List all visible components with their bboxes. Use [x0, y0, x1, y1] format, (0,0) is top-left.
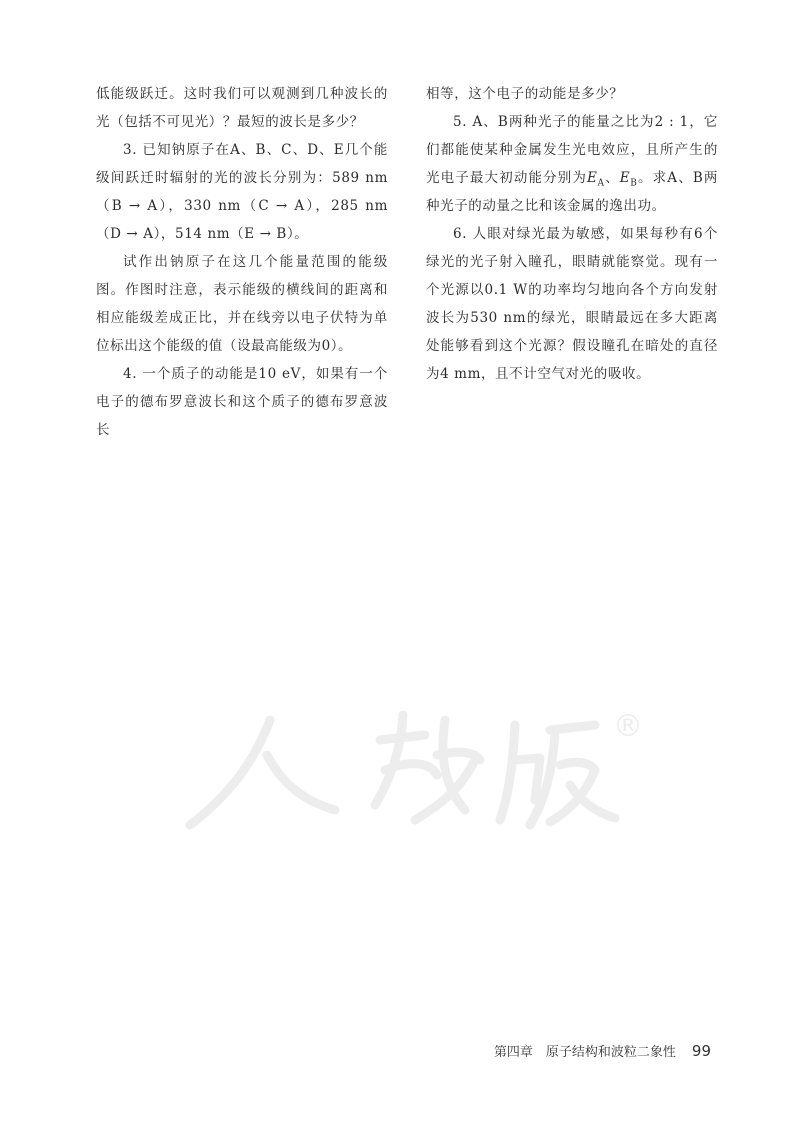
page-footer [494, 1041, 711, 1060]
separator: 、 [604, 170, 620, 186]
problem-6: 6. 人眼对绿光最为敏感，如果每秒有6个绿光的光子射入瞳孔，眼睛就能察觉。现有一个光源以0.1 W的功率均匀地向各个方向发射波长为530 nm的绿光，眼睛最远在多大距离处能够看到这个光源？假设瞳孔在暗处的直径为4 mm，且不计空气对光的吸收。 [426, 226, 718, 382]
registered-mark: ® [613, 709, 643, 744]
energy-symbol-b: E [619, 170, 631, 186]
problem-4-continuation: 相等，这个电子的动能是多少？ [426, 86, 624, 102]
subscript-a: A [597, 178, 605, 189]
problem-5 [426, 108, 718, 220]
page-number: 99 [691, 1042, 711, 1060]
left-column [96, 80, 388, 444]
problem-5-text-b: 。求A、B两种光子的动量之比和该金属的逸出功。 [426, 170, 718, 214]
chapter-title: 第四章 原子结构和波粒二象性 [493, 1045, 676, 1060]
watermark-calligraphy [190, 715, 615, 825]
right-column [426, 80, 718, 388]
publisher-watermark [175, 700, 645, 840]
paragraph-continuation: 低能级跃迁。这时我们可以观测到几种波长的光（包括不可见光）？最短的波长是多少？ [96, 86, 388, 130]
problem-3-instructions: 试作出钠原子在这几个能量范围的能级图。作图时注意，表示能级的横线间的距离和相应能级差成正比，并在线旁以电子伏特为单位标出这个能级的值（设最高能级为0）。 [96, 254, 388, 354]
problem-3: 3. 已知钠原子在A、B、C、D、E几个能级间跃迁时辐射的光的波长分别为：589 nm（B → A），330 nm（C → A），285 nm（D → A），514 nm（E → B）。 [96, 142, 388, 242]
problem-4: 4. 一个质子的动能是10 eV，如果有一个电子的德布罗意波长和这个质子的德布罗意波长 [96, 366, 388, 438]
problem-5-text-a: 5. A、B两种光子的能量之比为2 : 1，它们都能使某种金属发生光电效应，且所产生的光电子最大初动能分别为 [426, 114, 718, 186]
subscript-b: B [630, 178, 638, 189]
energy-symbol-a: E [587, 170, 598, 186]
